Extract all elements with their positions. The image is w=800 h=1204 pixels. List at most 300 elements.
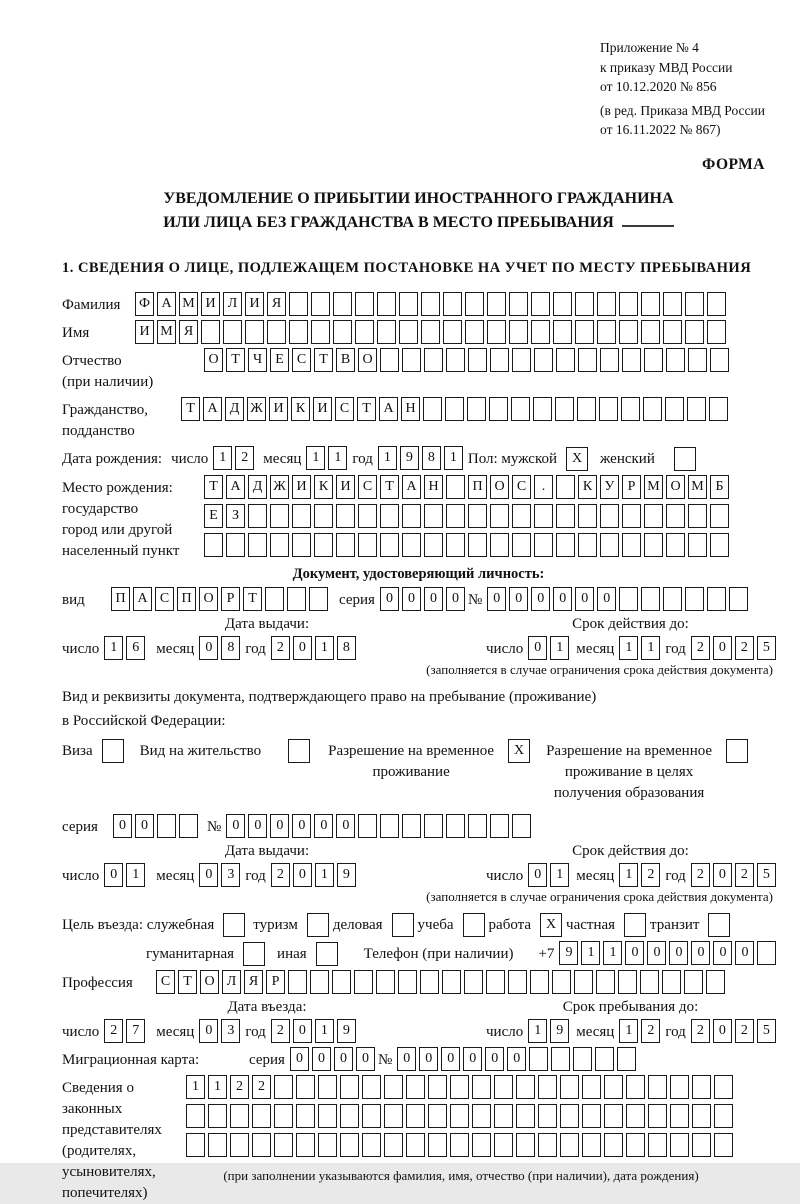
char-box[interactable] bbox=[186, 1133, 205, 1157]
char-box[interactable] bbox=[714, 1133, 733, 1157]
char-box[interactable] bbox=[230, 1104, 249, 1128]
char-box[interactable] bbox=[446, 475, 465, 499]
char-box[interactable]: 2 bbox=[235, 446, 254, 470]
char-box[interactable] bbox=[376, 970, 395, 994]
char-box[interactable]: 1 bbox=[315, 863, 334, 887]
char-box[interactable]: А bbox=[379, 397, 398, 421]
char-box[interactable]: 1 bbox=[328, 446, 347, 470]
char-box[interactable]: П bbox=[468, 475, 487, 499]
char-box[interactable]: 0 bbox=[292, 814, 311, 838]
char-box[interactable] bbox=[508, 970, 527, 994]
char-box[interactable]: 1 bbox=[208, 1075, 227, 1099]
char-box[interactable] bbox=[560, 1075, 579, 1099]
char-box[interactable]: К bbox=[578, 475, 597, 499]
char-box[interactable] bbox=[310, 970, 329, 994]
char-box[interactable] bbox=[573, 1047, 592, 1071]
char-box[interactable]: 0 bbox=[226, 814, 245, 838]
char-box[interactable] bbox=[333, 320, 352, 344]
residence-permit-checkbox[interactable] bbox=[288, 739, 310, 763]
char-box[interactable] bbox=[423, 397, 442, 421]
temp-residence-edu-checkbox[interactable] bbox=[726, 739, 748, 763]
char-box[interactable] bbox=[270, 533, 289, 557]
char-box[interactable] bbox=[179, 814, 198, 838]
char-box[interactable]: Р bbox=[622, 475, 641, 499]
humanitarian-checkbox[interactable] bbox=[243, 942, 265, 966]
char-box[interactable] bbox=[644, 348, 663, 372]
char-box[interactable] bbox=[406, 1075, 425, 1099]
char-box[interactable]: 0 bbox=[625, 941, 644, 965]
char-box[interactable] bbox=[511, 397, 530, 421]
char-box[interactable] bbox=[296, 1104, 315, 1128]
char-box[interactable] bbox=[340, 1133, 359, 1157]
char-box[interactable] bbox=[406, 1104, 425, 1128]
char-box[interactable] bbox=[556, 504, 575, 528]
char-box[interactable] bbox=[468, 504, 487, 528]
char-box[interactable]: Р bbox=[266, 970, 285, 994]
char-box[interactable] bbox=[551, 1047, 570, 1071]
char-box[interactable]: 1 bbox=[126, 863, 145, 887]
char-box[interactable] bbox=[248, 533, 267, 557]
char-box[interactable]: 0 bbox=[293, 863, 312, 887]
char-box[interactable] bbox=[186, 1104, 205, 1128]
char-box[interactable]: 8 bbox=[337, 636, 356, 660]
char-box[interactable] bbox=[604, 1104, 623, 1128]
char-box[interactable] bbox=[226, 533, 245, 557]
char-box[interactable]: П bbox=[177, 587, 196, 611]
char-box[interactable] bbox=[729, 587, 748, 611]
char-box[interactable]: 6 bbox=[126, 636, 145, 660]
char-box[interactable] bbox=[380, 348, 399, 372]
char-box[interactable] bbox=[289, 320, 308, 344]
char-box[interactable]: 0 bbox=[528, 863, 547, 887]
char-box[interactable] bbox=[380, 814, 399, 838]
char-box[interactable] bbox=[600, 504, 619, 528]
char-box[interactable] bbox=[336, 504, 355, 528]
char-box[interactable] bbox=[640, 970, 659, 994]
char-box[interactable]: С bbox=[358, 475, 377, 499]
char-box[interactable]: 0 bbox=[334, 1047, 353, 1071]
char-box[interactable] bbox=[644, 533, 663, 557]
visa-checkbox[interactable] bbox=[102, 739, 124, 763]
char-box[interactable]: 1 bbox=[619, 863, 638, 887]
char-box[interactable] bbox=[685, 320, 704, 344]
char-box[interactable] bbox=[314, 533, 333, 557]
char-box[interactable]: 0 bbox=[463, 1047, 482, 1071]
char-box[interactable] bbox=[446, 348, 465, 372]
char-box[interactable] bbox=[487, 320, 506, 344]
transit-checkbox[interactable] bbox=[708, 913, 730, 937]
char-box[interactable] bbox=[287, 587, 306, 611]
char-box[interactable]: 0 bbox=[485, 1047, 504, 1071]
work-checkbox[interactable]: X bbox=[540, 913, 562, 937]
char-box[interactable]: И bbox=[245, 292, 264, 316]
char-box[interactable] bbox=[380, 533, 399, 557]
char-box[interactable] bbox=[399, 292, 418, 316]
char-box[interactable] bbox=[494, 1133, 513, 1157]
char-box[interactable] bbox=[384, 1133, 403, 1157]
char-box[interactable] bbox=[486, 970, 505, 994]
char-box[interactable]: 0 bbox=[531, 587, 550, 611]
char-box[interactable]: Д bbox=[225, 397, 244, 421]
char-box[interactable] bbox=[490, 814, 509, 838]
char-box[interactable] bbox=[318, 1075, 337, 1099]
char-box[interactable]: Л bbox=[222, 970, 241, 994]
char-box[interactable] bbox=[604, 1133, 623, 1157]
char-box[interactable] bbox=[534, 504, 553, 528]
char-box[interactable] bbox=[597, 320, 616, 344]
char-box[interactable] bbox=[516, 1104, 535, 1128]
char-box[interactable] bbox=[362, 1104, 381, 1128]
char-box[interactable]: 1 bbox=[315, 1019, 334, 1043]
char-box[interactable] bbox=[421, 292, 440, 316]
char-box[interactable] bbox=[641, 587, 660, 611]
char-box[interactable] bbox=[398, 970, 417, 994]
char-box[interactable]: 1 bbox=[104, 636, 123, 660]
char-box[interactable] bbox=[402, 533, 421, 557]
char-box[interactable]: И bbox=[269, 397, 288, 421]
char-box[interactable]: И bbox=[201, 292, 220, 316]
char-box[interactable] bbox=[622, 533, 641, 557]
char-box[interactable]: 0 bbox=[509, 587, 528, 611]
char-box[interactable] bbox=[490, 533, 509, 557]
char-box[interactable] bbox=[534, 348, 553, 372]
char-box[interactable] bbox=[358, 814, 377, 838]
char-box[interactable]: 0 bbox=[487, 587, 506, 611]
char-box[interactable] bbox=[402, 348, 421, 372]
char-box[interactable]: Я bbox=[267, 292, 286, 316]
char-box[interactable] bbox=[516, 1075, 535, 1099]
char-box[interactable] bbox=[274, 1133, 293, 1157]
char-box[interactable] bbox=[487, 292, 506, 316]
char-box[interactable] bbox=[670, 1104, 689, 1128]
char-box[interactable] bbox=[575, 292, 594, 316]
char-box[interactable]: Л bbox=[223, 292, 242, 316]
char-box[interactable]: 2 bbox=[691, 636, 710, 660]
char-box[interactable] bbox=[450, 1133, 469, 1157]
char-box[interactable] bbox=[336, 533, 355, 557]
char-box[interactable] bbox=[318, 1133, 337, 1157]
char-box[interactable] bbox=[709, 397, 728, 421]
char-box[interactable] bbox=[446, 814, 465, 838]
char-box[interactable]: 2 bbox=[735, 1019, 754, 1043]
char-box[interactable]: 3 bbox=[221, 863, 240, 887]
char-box[interactable] bbox=[648, 1075, 667, 1099]
char-box[interactable] bbox=[684, 970, 703, 994]
char-box[interactable] bbox=[670, 1133, 689, 1157]
char-box[interactable]: И bbox=[292, 475, 311, 499]
char-box[interactable]: 3 bbox=[221, 1019, 240, 1043]
char-box[interactable] bbox=[208, 1104, 227, 1128]
char-box[interactable] bbox=[332, 970, 351, 994]
char-box[interactable]: 0 bbox=[113, 814, 132, 838]
char-box[interactable]: 0 bbox=[380, 587, 399, 611]
private-checkbox[interactable] bbox=[624, 913, 646, 937]
char-box[interactable] bbox=[248, 504, 267, 528]
char-box[interactable] bbox=[710, 504, 729, 528]
char-box[interactable]: У bbox=[600, 475, 619, 499]
char-box[interactable] bbox=[252, 1104, 271, 1128]
char-box[interactable] bbox=[267, 320, 286, 344]
char-box[interactable]: 0 bbox=[402, 587, 421, 611]
char-box[interactable] bbox=[538, 1104, 557, 1128]
char-box[interactable] bbox=[582, 1133, 601, 1157]
char-box[interactable] bbox=[556, 475, 575, 499]
char-box[interactable] bbox=[311, 292, 330, 316]
char-box[interactable] bbox=[582, 1104, 601, 1128]
char-box[interactable]: О bbox=[358, 348, 377, 372]
char-box[interactable] bbox=[472, 1104, 491, 1128]
char-box[interactable]: . bbox=[534, 475, 553, 499]
char-box[interactable] bbox=[446, 533, 465, 557]
char-box[interactable] bbox=[468, 533, 487, 557]
char-box[interactable] bbox=[428, 1133, 447, 1157]
char-box[interactable]: 1 bbox=[378, 446, 397, 470]
char-box[interactable] bbox=[464, 970, 483, 994]
char-box[interactable] bbox=[596, 970, 615, 994]
char-box[interactable]: О bbox=[199, 587, 218, 611]
char-box[interactable]: 1 bbox=[306, 446, 325, 470]
char-box[interactable] bbox=[445, 397, 464, 421]
char-box[interactable]: 0 bbox=[356, 1047, 375, 1071]
char-box[interactable]: 0 bbox=[312, 1047, 331, 1071]
char-box[interactable] bbox=[641, 320, 660, 344]
char-box[interactable] bbox=[274, 1075, 293, 1099]
char-box[interactable] bbox=[428, 1075, 447, 1099]
char-box[interactable] bbox=[582, 1075, 601, 1099]
char-box[interactable]: 2 bbox=[252, 1075, 271, 1099]
char-box[interactable] bbox=[472, 1133, 491, 1157]
char-box[interactable]: А bbox=[203, 397, 222, 421]
char-box[interactable]: 0 bbox=[441, 1047, 460, 1071]
char-box[interactable] bbox=[688, 504, 707, 528]
char-box[interactable] bbox=[512, 504, 531, 528]
char-box[interactable] bbox=[274, 1104, 293, 1128]
char-box[interactable] bbox=[663, 587, 682, 611]
char-box[interactable]: 0 bbox=[270, 814, 289, 838]
char-box[interactable]: О bbox=[200, 970, 219, 994]
char-box[interactable] bbox=[534, 533, 553, 557]
char-box[interactable]: О bbox=[666, 475, 685, 499]
char-box[interactable] bbox=[621, 397, 640, 421]
char-box[interactable] bbox=[531, 320, 550, 344]
char-box[interactable]: С bbox=[155, 587, 174, 611]
char-box[interactable] bbox=[468, 348, 487, 372]
char-box[interactable] bbox=[512, 814, 531, 838]
char-box[interactable] bbox=[619, 587, 638, 611]
char-box[interactable] bbox=[553, 320, 572, 344]
char-box[interactable]: 0 bbox=[507, 1047, 526, 1071]
char-box[interactable] bbox=[538, 1075, 557, 1099]
char-box[interactable] bbox=[619, 320, 638, 344]
char-box[interactable]: М bbox=[644, 475, 663, 499]
char-box[interactable]: Н bbox=[424, 475, 443, 499]
business-checkbox[interactable] bbox=[392, 913, 414, 937]
male-checkbox[interactable]: X bbox=[566, 447, 588, 471]
char-box[interactable] bbox=[465, 320, 484, 344]
char-box[interactable]: 8 bbox=[422, 446, 441, 470]
char-box[interactable] bbox=[707, 587, 726, 611]
char-box[interactable] bbox=[204, 533, 223, 557]
char-box[interactable] bbox=[318, 1104, 337, 1128]
char-box[interactable]: 9 bbox=[550, 1019, 569, 1043]
char-box[interactable]: 1 bbox=[581, 941, 600, 965]
char-box[interactable] bbox=[663, 320, 682, 344]
char-box[interactable]: С bbox=[292, 348, 311, 372]
char-box[interactable]: И bbox=[313, 397, 332, 421]
char-box[interactable] bbox=[597, 292, 616, 316]
char-box[interactable]: 2 bbox=[735, 863, 754, 887]
char-box[interactable]: 1 bbox=[213, 446, 232, 470]
char-box[interactable] bbox=[292, 533, 311, 557]
char-box[interactable] bbox=[663, 292, 682, 316]
char-box[interactable] bbox=[421, 320, 440, 344]
char-box[interactable] bbox=[577, 397, 596, 421]
temp-residence-checkbox[interactable]: X bbox=[508, 739, 530, 763]
char-box[interactable]: 0 bbox=[713, 636, 732, 660]
char-box[interactable] bbox=[270, 504, 289, 528]
char-box[interactable]: В bbox=[336, 348, 355, 372]
char-box[interactable]: Т bbox=[243, 587, 262, 611]
char-box[interactable] bbox=[223, 320, 242, 344]
char-box[interactable] bbox=[489, 397, 508, 421]
char-box[interactable]: 5 bbox=[757, 636, 776, 660]
char-box[interactable] bbox=[509, 320, 528, 344]
char-box[interactable] bbox=[309, 587, 328, 611]
char-box[interactable]: 5 bbox=[757, 1019, 776, 1043]
char-box[interactable]: О bbox=[204, 348, 223, 372]
char-box[interactable] bbox=[643, 397, 662, 421]
char-box[interactable] bbox=[252, 1133, 271, 1157]
char-box[interactable] bbox=[399, 320, 418, 344]
char-box[interactable] bbox=[626, 1075, 645, 1099]
char-box[interactable]: Ф bbox=[135, 292, 154, 316]
char-box[interactable] bbox=[402, 504, 421, 528]
char-box[interactable] bbox=[710, 533, 729, 557]
char-box[interactable] bbox=[575, 320, 594, 344]
char-box[interactable] bbox=[340, 1075, 359, 1099]
char-box[interactable]: Т bbox=[204, 475, 223, 499]
char-box[interactable]: 2 bbox=[641, 1019, 660, 1043]
char-box[interactable] bbox=[641, 292, 660, 316]
tourism-checkbox[interactable] bbox=[307, 913, 329, 937]
char-box[interactable] bbox=[666, 504, 685, 528]
char-box[interactable] bbox=[355, 320, 374, 344]
char-box[interactable] bbox=[354, 970, 373, 994]
char-box[interactable]: Ч bbox=[248, 348, 267, 372]
char-box[interactable]: А bbox=[402, 475, 421, 499]
char-box[interactable]: 9 bbox=[400, 446, 419, 470]
char-box[interactable] bbox=[314, 504, 333, 528]
char-box[interactable]: Е bbox=[270, 348, 289, 372]
char-box[interactable] bbox=[666, 533, 685, 557]
char-box[interactable] bbox=[533, 397, 552, 421]
char-box[interactable]: Р bbox=[221, 587, 240, 611]
char-box[interactable] bbox=[622, 348, 641, 372]
char-box[interactable]: 8 bbox=[221, 636, 240, 660]
char-box[interactable] bbox=[529, 1047, 548, 1071]
char-box[interactable]: 0 bbox=[446, 587, 465, 611]
char-box[interactable] bbox=[428, 1104, 447, 1128]
char-box[interactable] bbox=[333, 292, 352, 316]
char-box[interactable] bbox=[289, 292, 308, 316]
char-box[interactable] bbox=[574, 970, 593, 994]
char-box[interactable] bbox=[494, 1104, 513, 1128]
char-box[interactable] bbox=[377, 320, 396, 344]
char-box[interactable]: 0 bbox=[597, 587, 616, 611]
char-box[interactable] bbox=[600, 533, 619, 557]
char-box[interactable]: 0 bbox=[199, 636, 218, 660]
char-box[interactable] bbox=[424, 504, 443, 528]
char-box[interactable]: Т bbox=[226, 348, 245, 372]
char-box[interactable]: Б bbox=[710, 475, 729, 499]
char-box[interactable]: 5 bbox=[757, 863, 776, 887]
char-box[interactable]: 9 bbox=[559, 941, 578, 965]
char-box[interactable] bbox=[340, 1104, 359, 1128]
char-box[interactable] bbox=[468, 814, 487, 838]
char-box[interactable] bbox=[560, 1133, 579, 1157]
char-box[interactable] bbox=[516, 1133, 535, 1157]
char-box[interactable] bbox=[599, 397, 618, 421]
char-box[interactable]: С bbox=[156, 970, 175, 994]
char-box[interactable]: 2 bbox=[271, 1019, 290, 1043]
char-box[interactable] bbox=[443, 292, 462, 316]
char-box[interactable] bbox=[710, 348, 729, 372]
char-box[interactable] bbox=[245, 320, 264, 344]
char-box[interactable] bbox=[296, 1133, 315, 1157]
char-box[interactable]: Т bbox=[181, 397, 200, 421]
char-box[interactable]: 0 bbox=[419, 1047, 438, 1071]
char-box[interactable] bbox=[384, 1104, 403, 1128]
char-box[interactable]: А bbox=[133, 587, 152, 611]
char-box[interactable]: 1 bbox=[444, 446, 463, 470]
char-box[interactable] bbox=[355, 292, 374, 316]
char-box[interactable] bbox=[648, 1104, 667, 1128]
char-box[interactable]: 0 bbox=[397, 1047, 416, 1071]
char-box[interactable] bbox=[553, 292, 572, 316]
char-box[interactable] bbox=[450, 1075, 469, 1099]
char-box[interactable] bbox=[688, 533, 707, 557]
char-box[interactable]: Н bbox=[401, 397, 420, 421]
char-box[interactable] bbox=[648, 1133, 667, 1157]
char-box[interactable] bbox=[424, 533, 443, 557]
char-box[interactable]: И bbox=[336, 475, 355, 499]
char-box[interactable] bbox=[377, 292, 396, 316]
char-box[interactable]: 0 bbox=[691, 941, 710, 965]
char-box[interactable]: Я bbox=[179, 320, 198, 344]
char-box[interactable]: Д bbox=[248, 475, 267, 499]
char-box[interactable] bbox=[757, 941, 776, 965]
char-box[interactable]: 2 bbox=[104, 1019, 123, 1043]
char-box[interactable]: М bbox=[157, 320, 176, 344]
char-box[interactable]: 0 bbox=[336, 814, 355, 838]
char-box[interactable]: 2 bbox=[230, 1075, 249, 1099]
char-box[interactable]: 0 bbox=[424, 587, 443, 611]
char-box[interactable]: М bbox=[688, 475, 707, 499]
char-box[interactable] bbox=[714, 1075, 733, 1099]
char-box[interactable] bbox=[494, 1075, 513, 1099]
char-box[interactable]: Т bbox=[178, 970, 197, 994]
char-box[interactable]: Т bbox=[314, 348, 333, 372]
char-box[interactable] bbox=[626, 1104, 645, 1128]
char-box[interactable] bbox=[692, 1075, 711, 1099]
study-checkbox[interactable] bbox=[463, 913, 485, 937]
char-box[interactable]: И bbox=[135, 320, 154, 344]
char-box[interactable] bbox=[362, 1133, 381, 1157]
char-box[interactable] bbox=[665, 397, 684, 421]
char-box[interactable] bbox=[467, 397, 486, 421]
char-box[interactable] bbox=[692, 1133, 711, 1157]
char-box[interactable] bbox=[692, 1104, 711, 1128]
